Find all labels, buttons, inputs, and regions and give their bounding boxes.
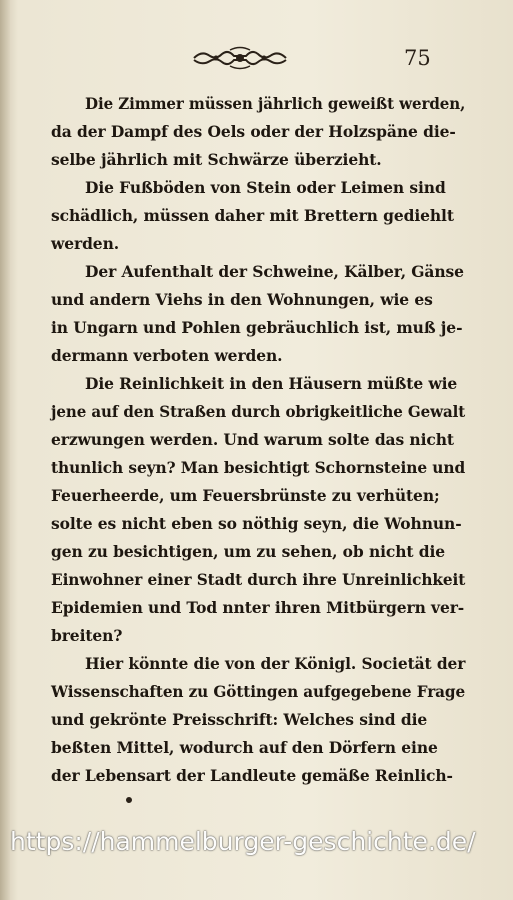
text-line: in Ungarn und Pohlen gebräuchlich ist, muß je-	[51, 318, 463, 337]
text-line: und gekrönte Preisschrift: Welches sind die	[51, 710, 428, 729]
text-line: Die Fußböden von Stein oder Leimen sind	[85, 178, 446, 197]
text-line: thunlich seyn? Man besichtigt Schornsteine und	[51, 458, 466, 477]
text-line: Die Zimmer müssen jährlich geweißt werden,	[85, 94, 466, 113]
text-line: da der Dampf des Oels oder der Holzspäne die-	[51, 122, 456, 141]
watermark-url: https://hammelburger-geschichte.de/	[10, 827, 476, 856]
text-line: Hier könnte die von der Königl. Societät der	[85, 654, 466, 673]
ink-mark	[126, 797, 132, 803]
text-line: Feuerheerde, um Feuersbrünste zu verhüten;	[51, 486, 440, 505]
text-line: und andern Viehs in den Wohnungen, wie es	[51, 290, 433, 309]
text-line: der Lebensart der Landleute gemäße Reinlich-	[51, 766, 453, 785]
text-line: erzwungen werden. Und warum solte das nicht	[51, 430, 454, 449]
page-number: 75	[404, 46, 431, 70]
text-line: breiten?	[51, 626, 123, 645]
text-line: beßten Mittel, wodurch auf den Dörfern eine	[51, 738, 438, 757]
text-line: Wissenschaften zu Göttingen aufgegebene Frage	[51, 682, 466, 701]
text-line: Die Reinlichkeit in den Häusern müßte wie	[85, 374, 458, 393]
text-line: Einwohner einer Stadt durch ihre Unreinlichkeit	[51, 570, 466, 589]
text-line: werden.	[51, 234, 120, 253]
text-line: Epidemien und Tod nnter ihren Mitbürgern ver-	[51, 598, 465, 617]
text-line: selbe jährlich mit Schwärze überzieht.	[51, 150, 382, 169]
text-line: gen zu besichtigen, um zu sehen, ob nicht die	[51, 542, 446, 561]
text-line: Der Aufenthalt der Schweine, Kälber, Gänse	[85, 262, 464, 281]
text-line: jene auf den Straßen durch obrigkeitliche Gewalt	[51, 402, 466, 421]
text-line: solte es nicht eben so nöthig seyn, die Wohnun-	[51, 514, 462, 533]
text-line: schädlich, müssen daher mit Brettern gediehlt	[51, 206, 454, 225]
text-line: dermann verboten werden.	[51, 346, 283, 365]
